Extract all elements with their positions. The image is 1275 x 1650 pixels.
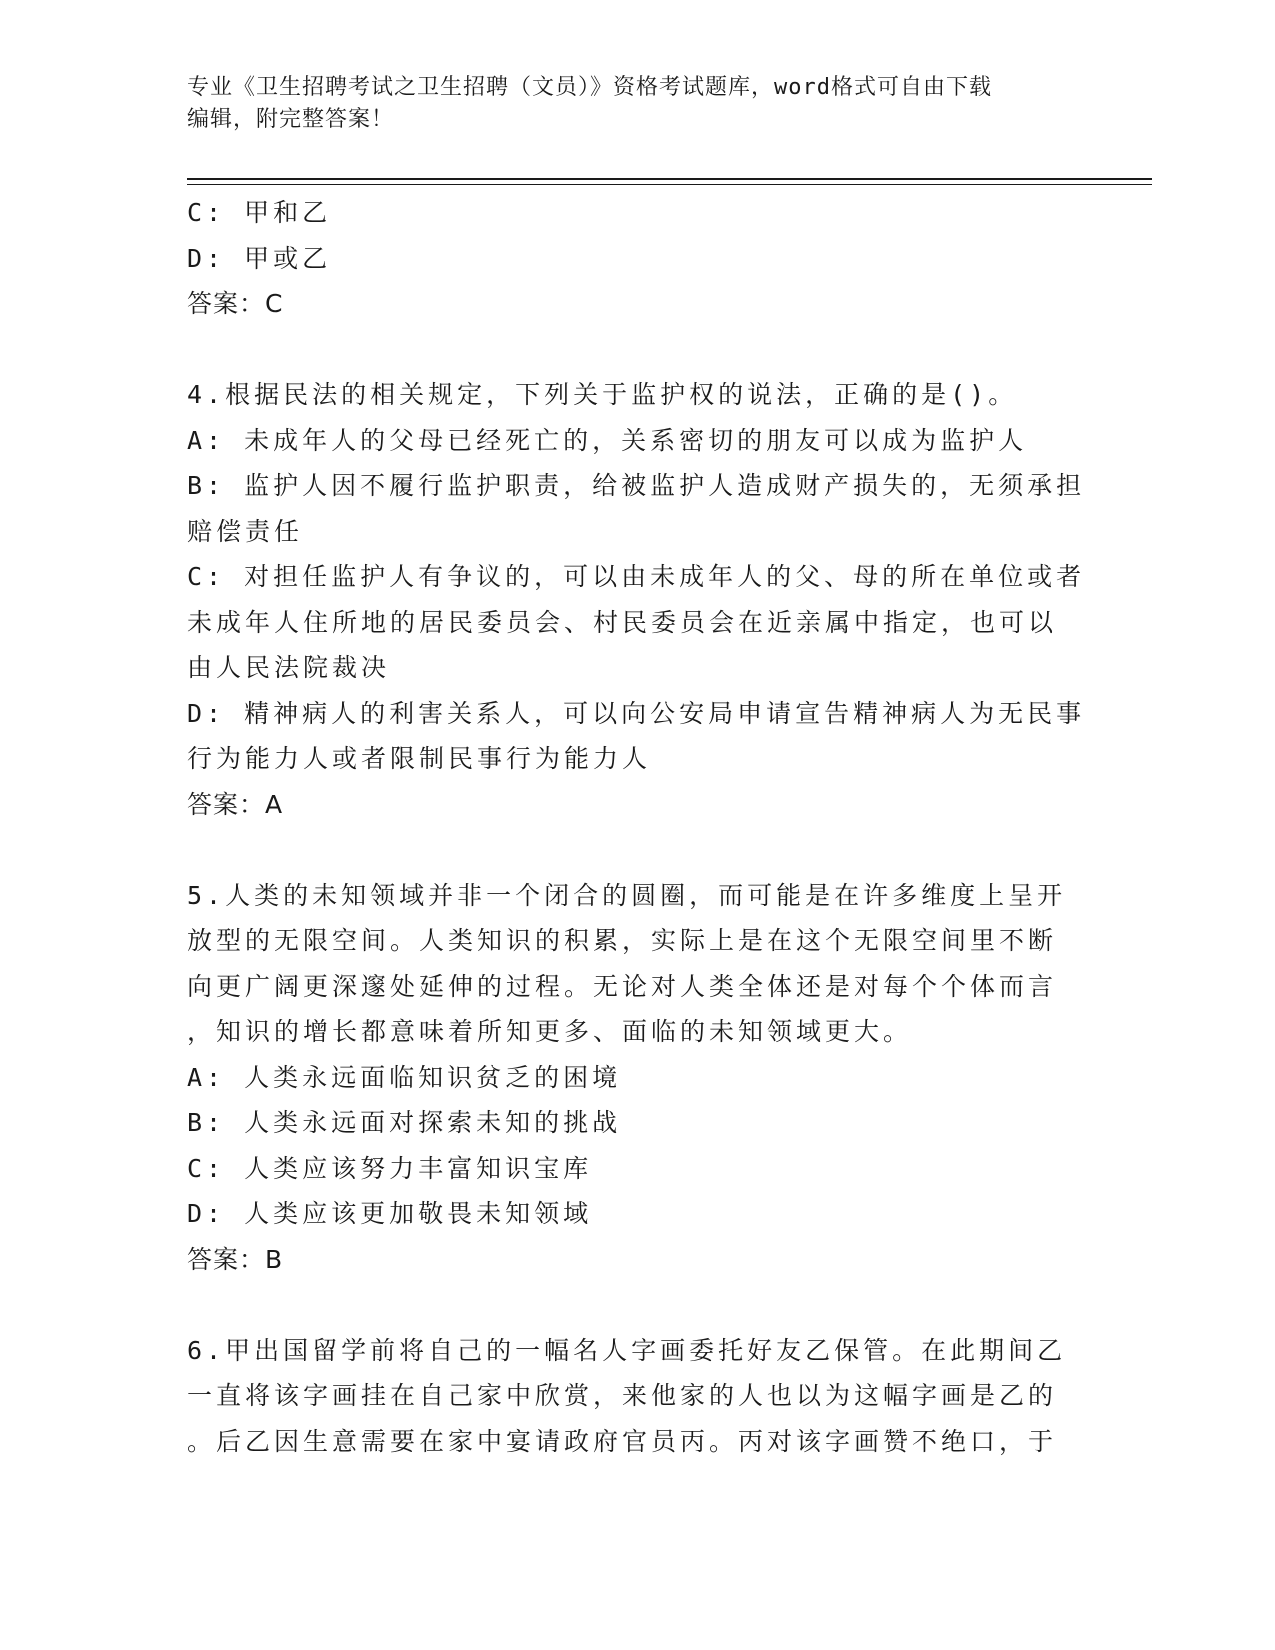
question-stem-line-3: 向更广阔更深邃处延伸的过程。无论对人类全体还是对每个个体而言 [187, 971, 1058, 1001]
option-c: C: 人类应该努力丰富知识宝库 [187, 1153, 593, 1183]
option-b-line-2: 赔偿责任 [187, 516, 304, 546]
header-line-2: 编辑，附完整答案！ [187, 107, 395, 132]
option-b-line-1: B: 监护人因不履行监护职责，给被监护人造成财产损失的，无须承担 [187, 471, 1086, 500]
question-stem-line-1: 5.人类的未知领域并非一个闭合的圆圈，而可能是在许多维度上呈开 [187, 880, 1067, 910]
question-stem: 4.根据民法的相关规定，下列关于监护权的说法，正确的是()。 [187, 380, 1018, 409]
header-line-1: 专业《卫生招聘考试之卫生招聘（文员）》资格考试题库，word格式可自由下载 [187, 75, 992, 100]
option-b: B: 人类永远面对探索未知的挑战 [187, 1108, 622, 1137]
question-3-tail [187, 190, 1087, 327]
option-c-line-2: 未成年人住所地的居民委员会、村民委员会在近亲属中指定，也可以 [187, 607, 1058, 637]
question-stem-line-1: 6.甲出国留学前将自己的一幅名人字画委托好友乙保管。在此期间乙 [187, 1335, 1067, 1365]
option-a: A: 人类永远面临知识贫乏的困境 [187, 1062, 622, 1092]
option-c: C: 甲和乙 [187, 198, 332, 227]
answer-line: 答案：C [187, 289, 284, 318]
question-stem-line-2: 放型的无限空间。人类知识的积累，实际上是在这个无限空间里不断 [187, 926, 1058, 955]
question-4 [187, 372, 1087, 827]
question-gap [187, 1282, 1087, 1328]
option-d: D: 甲或乙 [187, 243, 332, 273]
option-d-line-1: D: 精神病人的利害关系人，可以向公安局申请宣告精神病人为无民事 [187, 698, 1086, 728]
question-6 [187, 1328, 1087, 1465]
option-d: D: 人类应该更加敬畏未知领域 [187, 1199, 593, 1228]
question-stem-line-4: ，知识的增长都意味着所知更多、面临的未知领域更大。 [187, 1017, 913, 1046]
header-rule-thick [187, 178, 1152, 180]
question-5 [187, 873, 1087, 1283]
answer-line: 答案：B [187, 1244, 284, 1274]
answer-line: 答案：A [187, 789, 284, 819]
option-c-line-1: C: 对担任监护人有争议的，可以由未成年人的父、母的所在单位或者 [187, 562, 1086, 591]
option-a: A: 未成年人的父母已经死亡的，关系密切的朋友可以成为监护人 [187, 425, 1028, 455]
question-stem-line-2: 一直将该字画挂在自己家中欣赏，来他家的人也以为这幅字画是乙的 [187, 1381, 1058, 1410]
question-stem-line-3: 。后乙因生意需要在家中宴请政府官员丙。丙对该字画赞不绝口，于 [187, 1426, 1058, 1456]
document-header [187, 72, 1067, 136]
question-gap [187, 327, 1087, 373]
header-rule-thin [187, 184, 1152, 185]
document-body [187, 190, 1087, 1464]
option-c-line-3: 由人民法院裁决 [187, 653, 391, 682]
option-d-line-2: 行为能力人或者限制民事行为能力人 [187, 744, 652, 773]
question-gap [187, 827, 1087, 873]
